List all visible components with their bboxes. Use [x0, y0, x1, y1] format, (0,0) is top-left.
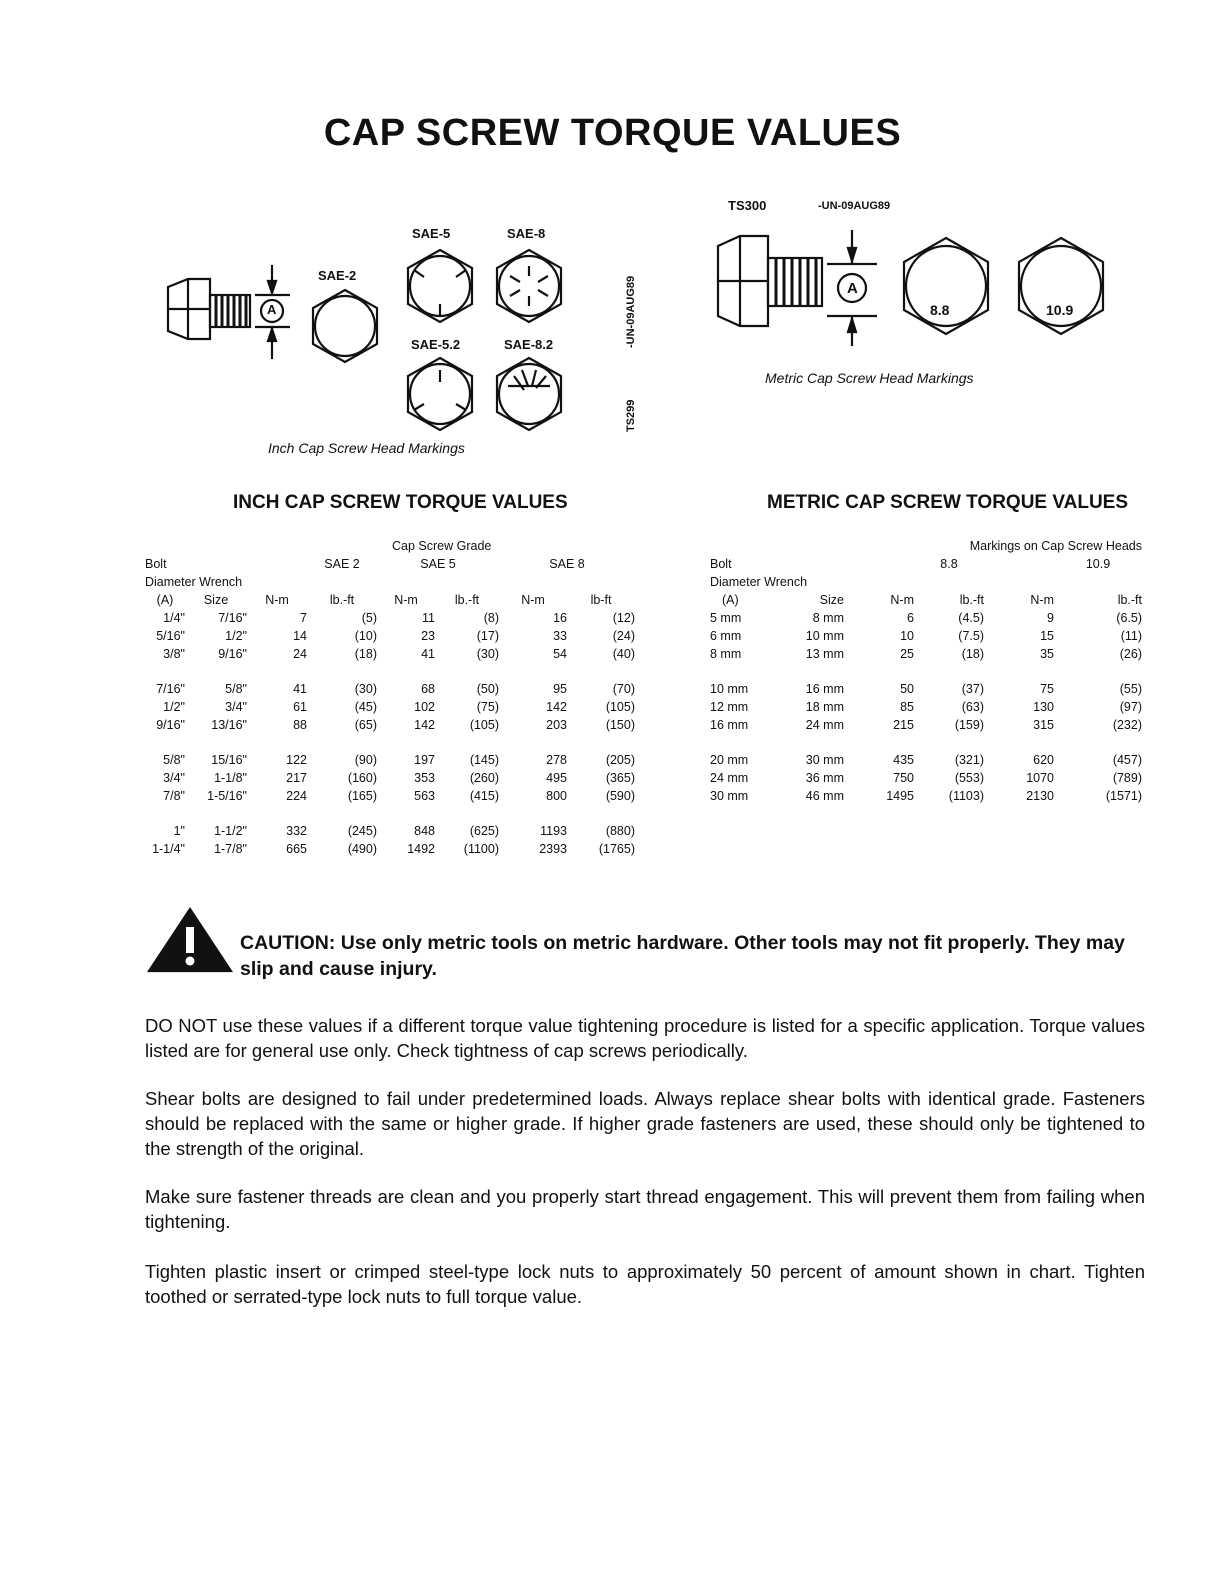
inch-cell: 495	[546, 771, 567, 785]
inch-cell: (1100)	[463, 842, 499, 856]
metric-cell: 30 mm	[710, 789, 749, 803]
inch-row	[145, 698, 635, 716]
grade109-header: 10.9	[1085, 557, 1111, 571]
inch-cell: (165)	[347, 789, 377, 803]
metric-cell: 46 mm	[805, 789, 844, 803]
metric-cell: 16 mm	[710, 718, 749, 732]
metric-88-head-icon	[900, 236, 992, 336]
metric-cell: 24 mm	[710, 771, 749, 785]
inch-cell: (1765)	[598, 842, 635, 856]
inch-cell: 3/8"	[163, 647, 185, 661]
metric-cell: 10 mm	[805, 629, 844, 643]
inch-row	[145, 663, 635, 698]
metric-cell: 24 mm	[805, 718, 844, 732]
metric-cell: (6.5)	[1116, 611, 1142, 625]
inch-cell: (260)	[469, 771, 499, 785]
inch-torque-table	[145, 537, 635, 858]
inch-cell: 15/16"	[211, 753, 247, 767]
inch-cell: (365)	[605, 771, 635, 785]
a-header: (A)	[156, 593, 174, 607]
inch-cell: (50)	[476, 682, 499, 696]
inch-cell: (880)	[605, 824, 635, 838]
inch-cell: (150)	[605, 718, 635, 732]
inch-cell: 563	[414, 789, 435, 803]
sae2-head-icon	[310, 288, 380, 364]
inch-cell: 68	[421, 682, 435, 696]
inch-cell: (490)	[347, 842, 377, 856]
metric-cell: (232)	[1112, 718, 1142, 732]
inch-cell: 3/4"	[163, 771, 185, 785]
metric-cell: 2130	[1026, 789, 1054, 803]
metric-cell: 25	[900, 647, 914, 661]
inch-cell: (105)	[469, 718, 499, 732]
inch-cell: (590)	[605, 789, 635, 803]
sae2-header: SAE 2	[324, 557, 360, 571]
inch-cell: (24)	[612, 629, 635, 643]
inch-row	[145, 609, 635, 627]
inch-cell: 665	[286, 842, 307, 856]
sae82-head-icon	[494, 356, 564, 432]
inch-cell: 332	[286, 824, 307, 838]
inch-row	[145, 769, 635, 787]
inch-row	[145, 840, 635, 858]
metric-row	[710, 769, 1142, 787]
metric-bolt-illustration	[712, 228, 902, 348]
grade-header: Cap Screw Grade	[392, 539, 492, 553]
inch-figure-code: -UN-09AUG89	[625, 275, 637, 348]
metric-cell: 12 mm	[710, 700, 749, 714]
sae8-head-icon	[494, 248, 564, 324]
inch-row	[145, 787, 635, 805]
inch-cell: (30)	[476, 647, 499, 661]
inch-cell: 88	[293, 718, 307, 732]
inch-cell: 102	[414, 700, 435, 714]
metric-cell: 10 mm	[710, 682, 749, 696]
metric-cell: 8 mm	[812, 611, 844, 625]
inch-cell: (65)	[354, 718, 377, 732]
metric-cell: 435	[893, 753, 914, 767]
inch-row	[145, 627, 635, 645]
metric-nm1-header: N-m	[890, 593, 914, 607]
inch-cell: (90)	[354, 753, 377, 767]
inch-cell: (12)	[612, 611, 635, 625]
paragraph-1: DO NOT use these values if a different torque value tightening procedure is listed for a specific application. Torque values listed are for general use only. Check tightness of cap screws periodically.	[145, 1015, 1145, 1061]
inch-cell: 203	[546, 718, 567, 732]
inch-cell: 224	[286, 789, 307, 803]
inch-cell: 142	[546, 700, 567, 714]
inch-cell: 848	[414, 824, 435, 838]
metric-cell: 20 mm	[710, 753, 749, 767]
metric-row	[710, 698, 1142, 716]
inch-cell: 41	[421, 647, 435, 661]
metric-cell: (553)	[954, 771, 984, 785]
metric-cell: 35	[1040, 647, 1054, 661]
inch-bolt-illustration	[160, 255, 300, 365]
metric-cell: (4.5)	[958, 611, 984, 625]
metric-cell: 13 mm	[805, 647, 844, 661]
metric-row	[710, 609, 1142, 627]
metric-lbft2-header: lb.-ft	[1117, 593, 1142, 607]
warning-icon	[145, 905, 235, 975]
sae52-head-icon	[405, 356, 475, 432]
paragraph-4: Tighten plastic insert or crimped steel-type lock nuts to approximately 50 percent of amount shown in chart. Tighten toothed or serrated-type lock nuts to full torque value.	[145, 1261, 1145, 1307]
inch-cell: 1193	[540, 824, 567, 838]
sae5-head-icon	[405, 248, 475, 324]
metric-109-head-icon	[1015, 236, 1107, 336]
inch-cell: 61	[293, 700, 307, 714]
inch-cell: (160)	[347, 771, 377, 785]
inch-cell: 1492	[407, 842, 435, 856]
metric-figure-ts-code: TS300	[728, 198, 767, 213]
metric-109-label: 10.9	[1046, 302, 1074, 318]
sae5-header: SAE 5	[420, 557, 456, 571]
metric-cell: 36 mm	[805, 771, 844, 785]
inch-figure-ts-code: TS299	[625, 399, 637, 432]
inch-cell: 5/16"	[156, 629, 185, 643]
inch-cell: 122	[286, 753, 307, 767]
metric-cell: 10	[900, 629, 914, 643]
lbft8-header: lb-ft	[590, 593, 612, 607]
metric-cell: 215	[893, 718, 914, 732]
inch-cell: (70)	[612, 682, 635, 696]
paragraph-3: Make sure fastener threads are clean and you properly start thread engagement. This will prevent them from failing when tightening.	[145, 1186, 1145, 1232]
inch-cell: 142	[414, 718, 435, 732]
nm5-header: N-m	[394, 593, 418, 607]
inch-cell: 9/16"	[156, 718, 185, 732]
inch-cell: (205)	[605, 753, 635, 767]
metric-cell: (97)	[1119, 700, 1142, 714]
inch-cell: 3/4"	[225, 700, 247, 714]
inch-cell: 16	[553, 611, 567, 625]
inch-cell: (415)	[469, 789, 499, 803]
bolt-header: Bolt	[145, 557, 167, 571]
markings-header: Markings on Cap Screw Heads	[969, 539, 1142, 553]
inch-cell: 7	[300, 611, 307, 625]
metric-lbft1-header: lb.-ft	[959, 593, 984, 607]
metric-cell: (1103)	[948, 789, 984, 803]
metric-cell: 6 mm	[710, 629, 742, 643]
metric-cell: (321)	[954, 753, 984, 767]
metric-row	[710, 734, 1142, 769]
metric-figure-caption: Metric Cap Screw Head Markings	[765, 370, 974, 386]
metric-size-header: Size	[819, 593, 844, 607]
metric-cell: 5 mm	[710, 611, 742, 625]
metric-cell: 8 mm	[710, 647, 742, 661]
metric-cell: 6	[907, 611, 914, 625]
inch-cell: (8)	[483, 611, 499, 625]
metric-row	[710, 787, 1142, 805]
inch-cell: 1-5/16"	[207, 789, 247, 803]
metric-cell: 30 mm	[805, 753, 844, 767]
metric-nm2-header: N-m	[1030, 593, 1054, 607]
inch-cell: 9/16"	[218, 647, 247, 661]
lbft5-header: lb.-ft	[454, 593, 480, 607]
metric-cell: (159)	[954, 718, 984, 732]
inch-cell: 1-7/8"	[214, 842, 247, 856]
inch-cell: (245)	[347, 824, 377, 838]
inch-cell: (105)	[605, 700, 635, 714]
inch-cell: 7/16"	[156, 682, 185, 696]
inch-cell: (10)	[354, 629, 377, 643]
metric-cell: 1495	[886, 789, 914, 803]
metric-cell: 750	[893, 771, 914, 785]
metric-table-title: METRIC CAP SCREW TORQUE VALUES	[767, 492, 1129, 513]
metric-cell: 50	[900, 682, 914, 696]
metric-88-label: 8.8	[930, 302, 950, 318]
page-title: CAP SCREW TORQUE VALUES	[323, 112, 902, 154]
inch-cell: 1"	[173, 824, 185, 838]
inch-cell: 278	[546, 753, 567, 767]
metric-cell: 1070	[1026, 771, 1054, 785]
nm-header: N-m	[265, 593, 289, 607]
caution-text: CAUTION: Use only metric tools on metric hardware. Other tools may not fit properly. They may slip and cause injury.	[240, 932, 1125, 980]
metric-cell: (1571)	[1105, 789, 1142, 803]
metric-cell: 9	[1047, 611, 1054, 625]
metric-cell: (457)	[1112, 753, 1142, 767]
sae82-label: SAE-8.2	[504, 337, 554, 352]
inch-cell: 5/8"	[163, 753, 185, 767]
inch-cell: 217	[286, 771, 307, 785]
metric-row	[710, 716, 1142, 734]
inch-cell: 353	[414, 771, 435, 785]
inch-cell: (45)	[354, 700, 377, 714]
metric-bolt-header: Bolt	[710, 557, 732, 571]
metric-cell: 15	[1040, 629, 1054, 643]
lbft-header: lb.-ft	[329, 593, 355, 607]
metric-cell: 130	[1033, 700, 1054, 714]
metric-cell: 315	[1033, 718, 1054, 732]
metric-cell: 620	[1033, 753, 1054, 767]
inch-cell: 1/4"	[163, 611, 185, 625]
metric-cell: (63)	[961, 700, 984, 714]
sae8-header: SAE 8	[549, 557, 585, 571]
inch-cell: 33	[553, 629, 567, 643]
inch-cell: 2393	[539, 842, 567, 856]
size-header: Size	[203, 593, 229, 607]
inch-cell: 800	[546, 789, 567, 803]
inch-row	[145, 716, 635, 734]
metric-cell: (789)	[1112, 771, 1142, 785]
inch-cell: 1-1/2"	[214, 824, 247, 838]
nm8-header: N-m	[521, 593, 545, 607]
inch-cell: 1/2"	[225, 629, 247, 643]
inch-cell: 95	[553, 682, 567, 696]
inch-row	[145, 645, 635, 663]
sae8-label: SAE-8	[507, 226, 546, 241]
metric-row	[710, 663, 1142, 698]
metric-cell: 18 mm	[805, 700, 844, 714]
inch-cell: 5/8"	[225, 682, 247, 696]
metric-cell: 85	[900, 700, 914, 714]
inch-cell: (5)	[361, 611, 377, 625]
inch-table-title: INCH CAP SCREW TORQUE VALUES	[233, 492, 568, 513]
inch-cell: 11	[422, 611, 435, 625]
metric-torque-table	[710, 537, 1142, 805]
inch-cell: (18)	[354, 647, 377, 661]
metric-cell: 75	[1040, 682, 1054, 696]
metric-cell: (37)	[961, 682, 984, 696]
metric-diam-wrench-header: Diameter Wrench	[710, 575, 808, 589]
inch-cell: 13/16"	[211, 718, 247, 732]
inch-cell: (145)	[469, 753, 499, 767]
sae52-label: SAE-5.2	[411, 337, 461, 352]
metric-cell: (11)	[1120, 629, 1142, 643]
inch-cell: 1/2"	[163, 700, 185, 714]
metric-figure-code: -UN-09AUG89	[818, 200, 891, 212]
inch-cell: (75)	[476, 700, 499, 714]
inch-cell: 197	[414, 753, 435, 767]
sae2-label: SAE-2	[318, 268, 357, 283]
metric-cell: (7.5)	[958, 629, 984, 643]
inch-cell: 41	[293, 682, 307, 696]
inch-cell: 54	[553, 647, 567, 661]
inch-cell: 23	[421, 629, 435, 643]
metric-cell: (18)	[961, 647, 984, 661]
inch-cell: 24	[293, 647, 307, 661]
metric-row	[710, 627, 1142, 645]
metric-cell: (26)	[1119, 647, 1142, 661]
metric-cell: 16 mm	[805, 682, 844, 696]
paragraph-2: Shear bolts are designed to fail under predetermined loads. Always replace shear bolts with identical grade. Fasteners should be replaced with the same or higher grade. If higher grade fasteners are used, these should only be tightened to the strength of the original.	[145, 1088, 1145, 1159]
inch-cell: 7/16"	[218, 611, 247, 625]
sae5-label: SAE-5	[412, 226, 451, 241]
inch-cell: 7/8"	[163, 789, 185, 803]
metric-a-header: (A)	[722, 593, 739, 607]
inch-cell: (30)	[354, 682, 377, 696]
inch-row	[145, 805, 635, 840]
grade88-header: 8.8	[940, 557, 958, 571]
metric-cell: (55)	[1119, 682, 1142, 696]
metric-row	[710, 645, 1142, 663]
inch-cell: (40)	[612, 647, 635, 661]
inch-cell: (17)	[476, 629, 499, 643]
inch-cell: 1-1/4"	[152, 842, 185, 856]
inch-row	[145, 734, 635, 769]
inch-a-label: A	[267, 302, 277, 317]
inch-cell: 14	[293, 629, 307, 643]
inch-cell: 1-1/8"	[214, 771, 247, 785]
diam-wrench-header: Diameter Wrench	[145, 575, 243, 589]
inch-cell: (625)	[469, 824, 499, 838]
metric-a-label: A	[847, 280, 858, 297]
inch-figure-caption: Inch Cap Screw Head Markings	[268, 440, 465, 456]
